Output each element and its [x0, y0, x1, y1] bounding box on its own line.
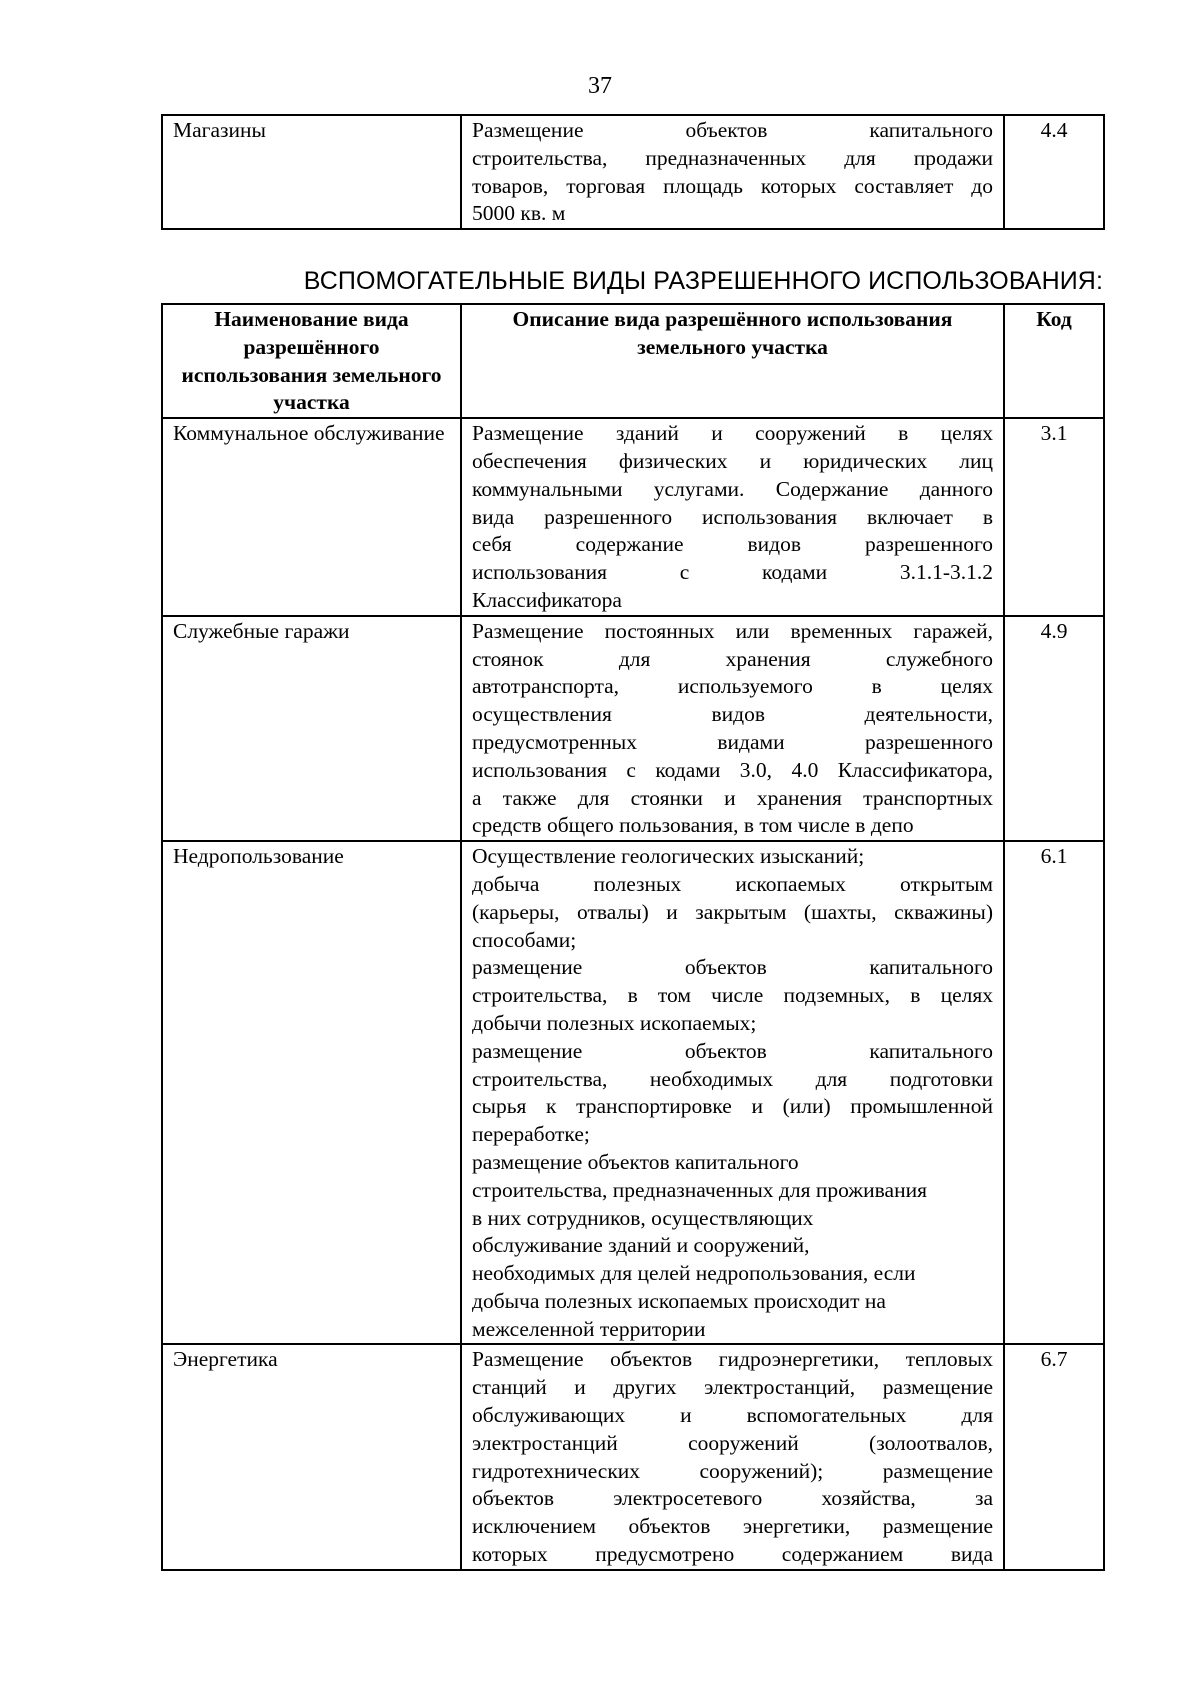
row-description: [461, 1344, 1004, 1569]
row-name: Энергетика: [162, 1344, 461, 1569]
description-line: добыча полезных ископаемых происходит на: [472, 1288, 886, 1313]
header-name: Наименование вида разрешённого использования земельного участка: [162, 304, 461, 418]
description-line: способами;: [472, 927, 577, 952]
row-name: Недропользование: [162, 841, 461, 1344]
description-line: станций и других электростанций, размещение: [472, 1375, 993, 1400]
description-line: электростанций сооружений (золоотвалов,: [472, 1430, 993, 1455]
row-name: Магазины: [162, 115, 461, 229]
row-code: 3.1: [1004, 418, 1104, 616]
row-code: 4.9: [1004, 616, 1104, 841]
description-line: переработке;: [472, 1122, 590, 1147]
description-line: которых предусмотрено содержанием вида: [472, 1542, 993, 1567]
table-header-row: [162, 304, 1104, 418]
description-line: вида разрешенного использования включает в: [472, 504, 993, 529]
table-row: [162, 616, 1104, 841]
description-line: объектов электросетевого хозяйства, за: [472, 1486, 993, 1511]
description-line: обслуживание зданий и сооружений,: [472, 1233, 810, 1258]
description-line: добыча полезных ископаемых открытым: [472, 871, 993, 896]
description-line: обеспечения физических и юридических лиц: [472, 448, 993, 473]
description-line: 5000 кв. м: [472, 201, 566, 226]
description-line: Размещение объектов капитального: [472, 118, 993, 142]
top-continuation-table: [161, 114, 1105, 230]
description-line: использования с кодами 3.0, 4.0 Классификатора,: [472, 757, 993, 782]
description-line: себя содержание видов разрешенного: [472, 532, 993, 557]
description-line: добычи полезных ископаемых;: [472, 1010, 757, 1035]
description-line: Размещение зданий и сооружений в целях: [472, 421, 993, 446]
section-heading: ВСПОМОГАТЕЛЬНЫЕ ВИДЫ РАЗРЕШЕННОГО ИСПОЛЬЗОВАНИЯ:: [303, 267, 1103, 295]
table-row: [162, 418, 1104, 616]
description-line: размещение объектов капитального: [472, 1038, 993, 1063]
row-description: [461, 841, 1004, 1344]
description-line: коммунальными услугами. Содержание данного: [472, 476, 993, 501]
description-line: строительства, предназначенных для продажи: [472, 145, 993, 170]
description-line: Классификатора: [472, 587, 622, 612]
row-description: [461, 616, 1004, 841]
page-number: 37: [588, 73, 612, 99]
header-description-line: участка: [751, 334, 828, 359]
header-description-line: Описание вида разрешённого использования: [512, 307, 953, 331]
header-description-line: земельного: [637, 334, 746, 359]
description-line: Осуществление геологических изысканий;: [472, 844, 865, 869]
row-name: Служебные гаражи: [162, 616, 461, 841]
auxiliary-uses-table: [161, 303, 1105, 1571]
description-line: Размещение постоянных или временных гаражей,: [472, 618, 993, 643]
table-row: [162, 1344, 1104, 1569]
description-line: межселенной территории: [472, 1316, 706, 1341]
description-line: использования с кодами 3.1.1-3.1.2: [472, 560, 993, 585]
description-line: автотранспорта, используемого в целях: [472, 674, 993, 699]
row-description: [461, 115, 1004, 229]
description-line: (карьеры, отвалы) и закрытым (шахты, скважины): [472, 899, 993, 924]
table-row: [162, 115, 1104, 229]
description-line: строительства, предназначенных для проживания: [472, 1177, 927, 1202]
table-row: [162, 841, 1104, 1344]
description-line: размещение объектов капитального: [472, 955, 993, 980]
description-line: обслуживающих и вспомогательных для: [472, 1403, 993, 1428]
description-line: Размещение объектов гидроэнергетики, тепловых: [472, 1347, 993, 1372]
description-line: стоянок для хранения служебного: [472, 646, 993, 671]
description-line: средств общего пользования, в том числе в депо: [472, 813, 914, 838]
row-code: 4.4: [1004, 115, 1104, 229]
header-code: Код: [1004, 304, 1104, 418]
description-line: в них сотрудников, осуществляющих: [472, 1205, 814, 1230]
description-line: необходимых для целей недропользования, если: [472, 1261, 916, 1286]
description-line: строительства, необходимых для подготовки: [472, 1066, 993, 1091]
description-line: исключением объектов энергетики, размещение: [472, 1514, 993, 1539]
description-line: осуществления видов деятельности,: [472, 702, 993, 727]
description-line: сырья к транспортировке и (или) промышленной: [472, 1094, 993, 1119]
description-line: товаров, торговая площадь которых составляет до: [472, 173, 993, 198]
row-code: 6.1: [1004, 841, 1104, 1344]
description-line: а также для стоянки и хранения транспортных: [472, 785, 993, 810]
description-line: гидротехнических сооружений); размещение: [472, 1458, 993, 1483]
description-line: строительства, в том числе подземных, в целях: [472, 983, 993, 1008]
header-description: [461, 304, 1004, 418]
row-description: [461, 418, 1004, 616]
row-code: 6.7: [1004, 1344, 1104, 1569]
description-line: размещение объектов капитального: [472, 1149, 799, 1174]
row-name: Коммунальное обслуживание: [162, 418, 461, 616]
description-line: предусмотренных видами разрешенного: [472, 729, 993, 754]
